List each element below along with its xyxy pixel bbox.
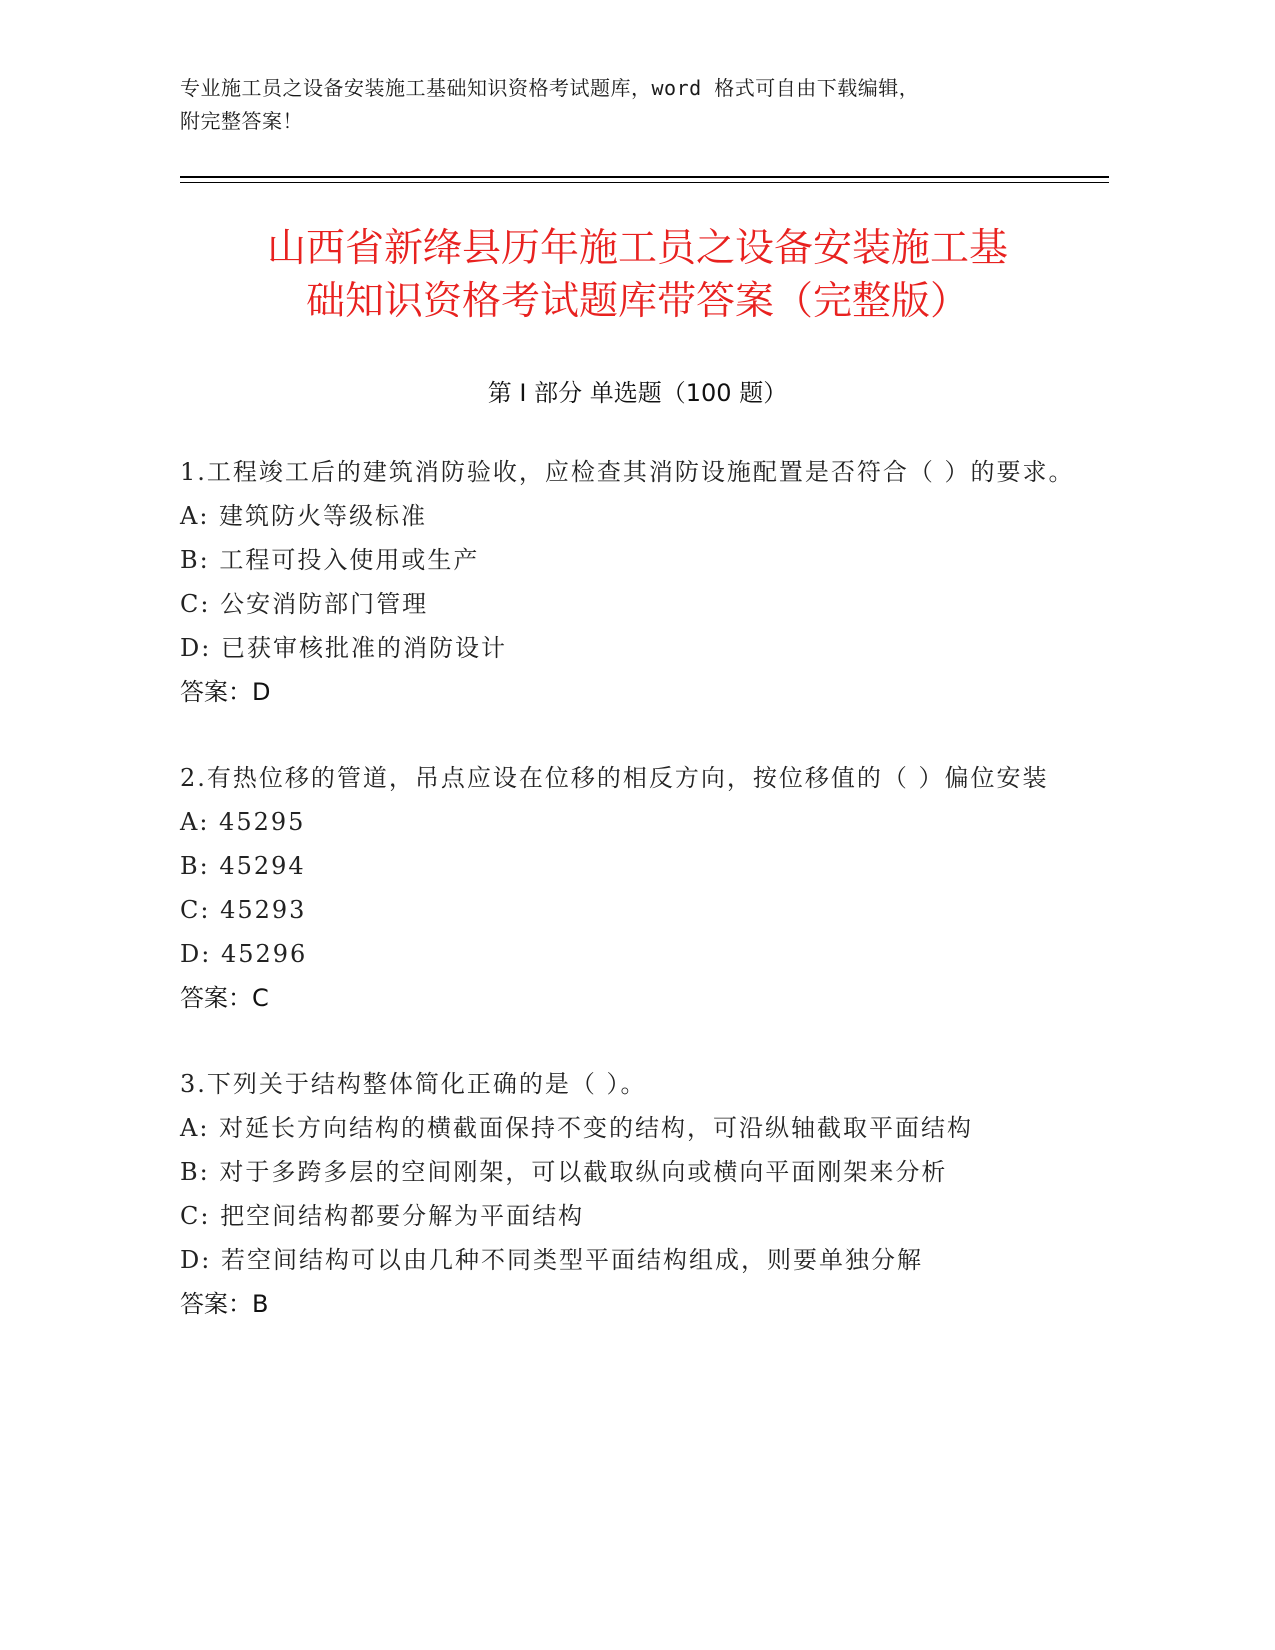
option-c: C: 45293 (180, 896, 307, 924)
document-title-line-2: 础知识资格考试题库带答案（完整版） (305, 279, 969, 324)
option-c: C: 把空间结构都要分解为平面结构 (180, 1202, 585, 1230)
option-d: D: 已获审核批准的消防设计 (180, 634, 507, 662)
section-heading: 第 I 部分 单选题（100 题） (487, 379, 788, 407)
header-note-line-1: 专业施工员之设备安装施工基础知识资格考试题库，word 格式可自由下载编辑， (180, 76, 920, 100)
option-d: D: 若空间结构可以由几种不同类型平面结构组成，则要单独分解 (180, 1246, 923, 1274)
question-list (180, 450, 1100, 1368)
document-header-note (180, 72, 1060, 138)
question-3 (180, 1062, 1100, 1326)
answer-line: 答案：C (180, 984, 269, 1012)
answer-line: 答案：D (180, 678, 271, 706)
document-title (180, 222, 1095, 328)
header-divider-thin (180, 182, 1109, 183)
question-stem: 2.有热位移的管道，吊点应设在位移的相反方向，按位移值的（ ）偏位安装 (180, 764, 1049, 792)
option-a: A: 45295 (180, 808, 306, 836)
option-b: B: 工程可投入使用或生产 (180, 546, 480, 574)
option-a: A: 建筑防火等级标准 (180, 502, 428, 530)
question-stem: 3.下列关于结构整体简化正确的是（ ）。 (180, 1070, 647, 1098)
option-a: A: 对延长方向结构的横截面保持不变的结构，可沿纵轴截取平面结构 (180, 1114, 974, 1142)
question-stem: 1.工程竣工后的建筑消防验收，应检查其消防设施配置是否符合（ ）的要求。 (180, 458, 1075, 486)
question-1 (180, 450, 1100, 714)
option-c: C: 公安消防部门管理 (180, 590, 429, 618)
header-note-line-2: 附完整答案！ (180, 109, 303, 133)
option-b: B: 对于多跨多层的空间刚架，可以截取纵向或横向平面刚架来分析 (180, 1158, 948, 1186)
document-title-line-1: 山西省新绛县历年施工员之设备安装施工基 (266, 226, 1008, 271)
header-divider-thick (180, 176, 1109, 178)
answer-line: 答案：B (180, 1290, 269, 1318)
option-b: B: 45294 (180, 852, 306, 880)
question-2 (180, 756, 1100, 1020)
option-d: D: 45296 (180, 940, 308, 968)
